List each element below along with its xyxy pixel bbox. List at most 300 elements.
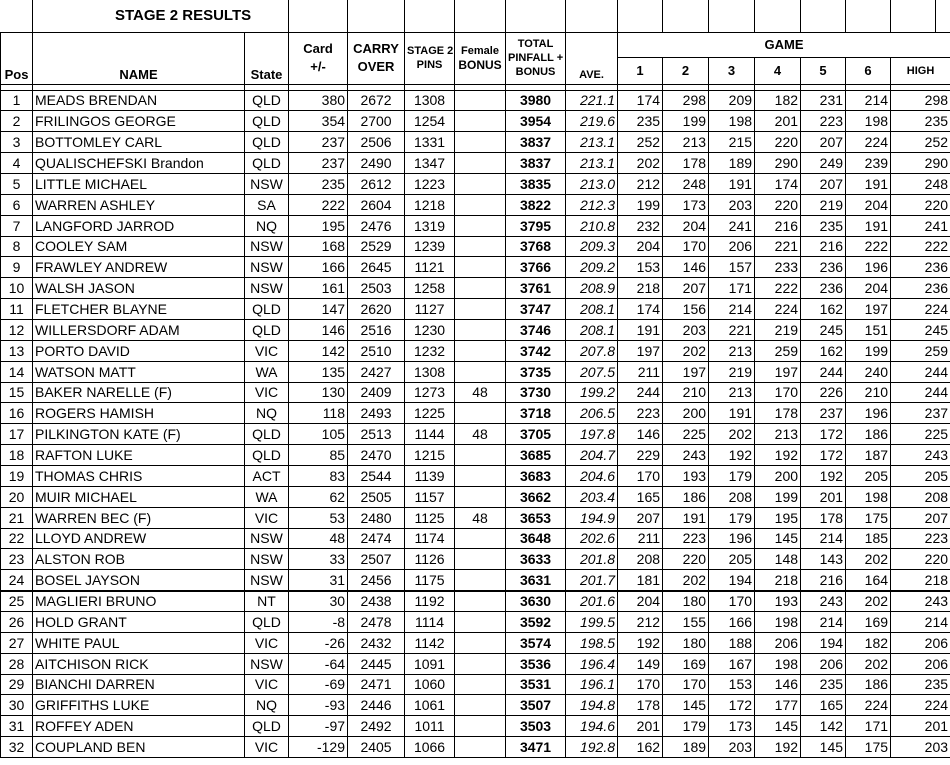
cell-g3: 172 (709, 695, 755, 716)
cell-g5: 243 (801, 591, 846, 612)
cell-high: 201 (891, 716, 950, 737)
cell-g3: 194 (709, 570, 755, 591)
cell-g4: 178 (755, 403, 801, 424)
cell-high: 203 (891, 737, 950, 758)
cell-state: VIC (245, 340, 289, 361)
cell-bonus (455, 111, 506, 132)
cell-g6: 214 (846, 90, 891, 111)
cell-total: 3795 (506, 215, 566, 236)
header-game-3: 3 (709, 57, 755, 84)
cell-g2: 170 (663, 674, 709, 695)
cell-carry: 2672 (348, 90, 405, 111)
cell-ave: 198.5 (566, 632, 618, 653)
cell-card: 222 (289, 194, 348, 215)
table-header (1, 0, 950, 90)
cell-g1: 212 (618, 611, 663, 632)
cell-pos: 21 (1, 507, 33, 528)
cell-name: PORTO DAVID (33, 340, 245, 361)
cell-g6: 185 (846, 528, 891, 549)
cell-g4: 259 (755, 340, 801, 361)
cell-ave: 199.2 (566, 382, 618, 403)
cell-card: 48 (289, 528, 348, 549)
cell-g3: 171 (709, 278, 755, 299)
cell-ave: 213.1 (566, 132, 618, 153)
cell-pos: 1 (1, 90, 33, 111)
cell-carry: 2480 (348, 507, 405, 528)
cell-name: BOTTOMLEY CARL (33, 132, 245, 153)
cell-g4: 195 (755, 507, 801, 528)
cell-g4: 213 (755, 424, 801, 445)
cell-g1: 199 (618, 194, 663, 215)
cell-bonus (455, 257, 506, 278)
cell-state: QLD (245, 153, 289, 174)
cell-high: 223 (891, 528, 950, 549)
table-row (1, 528, 950, 549)
cell-total: 3954 (506, 111, 566, 132)
cell-g6: 187 (846, 445, 891, 466)
cell-ave: 208.9 (566, 278, 618, 299)
cell-g6: 191 (846, 173, 891, 194)
cell-state: QLD (245, 90, 289, 111)
cell-pos: 2 (1, 111, 33, 132)
cell-bonus (455, 445, 506, 466)
cell-card: -129 (289, 737, 348, 758)
cell-bonus: 48 (455, 424, 506, 445)
cell-g2: 243 (663, 445, 709, 466)
cell-g3: 192 (709, 445, 755, 466)
cell-g3: 214 (709, 299, 755, 320)
cell-g2: 199 (663, 111, 709, 132)
cell-g5: 236 (801, 257, 846, 278)
cell-bonus: 48 (455, 507, 506, 528)
cell-total: 3683 (506, 465, 566, 486)
cell-name: AITCHISON RICK (33, 653, 245, 674)
cell-g2: 180 (663, 591, 709, 612)
cell-g1: 162 (618, 737, 663, 758)
cell-total: 3742 (506, 340, 566, 361)
cell-g3: 173 (709, 716, 755, 737)
cell-card: 147 (289, 299, 348, 320)
table-row (1, 445, 950, 466)
cell-g3: 166 (709, 611, 755, 632)
cell-ave: 207.8 (566, 340, 618, 361)
cell-bonus (455, 695, 506, 716)
cell-bonus (455, 340, 506, 361)
table-row (1, 653, 950, 674)
cell-bonus (455, 653, 506, 674)
cell-carry: 2476 (348, 215, 405, 236)
cell-g5: 165 (801, 695, 846, 716)
cell-g6: 198 (846, 486, 891, 507)
cell-g1: 204 (618, 236, 663, 257)
cell-total: 3507 (506, 695, 566, 716)
cell-total: 3837 (506, 132, 566, 153)
cell-carry: 2513 (348, 424, 405, 445)
cell-pins: 1308 (405, 361, 455, 382)
cell-g2: 213 (663, 132, 709, 153)
cell-g2: 200 (663, 403, 709, 424)
cell-card: 195 (289, 215, 348, 236)
cell-pins: 1258 (405, 278, 455, 299)
table-row (1, 716, 950, 737)
cell-g3: 170 (709, 591, 755, 612)
cell-g2: 179 (663, 716, 709, 737)
cell-state: QLD (245, 111, 289, 132)
table-row (1, 632, 950, 653)
cell-card: 142 (289, 340, 348, 361)
cell-g4: 201 (755, 111, 801, 132)
cell-g5: 244 (801, 361, 846, 382)
cell-g4: 146 (755, 674, 801, 695)
cell-high: 259 (891, 340, 950, 361)
cell-name: BIANCHI DARREN (33, 674, 245, 695)
cell-g4: 220 (755, 194, 801, 215)
cell-card: 130 (289, 382, 348, 403)
cell-card: 354 (289, 111, 348, 132)
cell-pins: 1218 (405, 194, 455, 215)
cell-ave: 213.0 (566, 173, 618, 194)
cell-g4: 193 (755, 591, 801, 612)
cell-pos: 18 (1, 445, 33, 466)
cell-ave: 194.6 (566, 716, 618, 737)
cell-g4: 145 (755, 528, 801, 549)
cell-g1: 165 (618, 486, 663, 507)
header-carry-line1: CARRY (353, 41, 399, 56)
header-stage2-line1: STAGE 2 (407, 45, 454, 57)
cell-high: 236 (891, 257, 950, 278)
cell-g2: 225 (663, 424, 709, 445)
cell-total: 3735 (506, 361, 566, 382)
header-carry-over (348, 32, 405, 84)
cell-carry: 2645 (348, 257, 405, 278)
cell-bonus (455, 528, 506, 549)
cell-total: 3536 (506, 653, 566, 674)
cell-g4: 218 (755, 570, 801, 591)
cell-name: FRAWLEY ANDREW (33, 257, 245, 278)
cell-state: QLD (245, 611, 289, 632)
cell-carry: 2405 (348, 737, 405, 758)
cell-ave: 213.1 (566, 153, 618, 174)
header-name: NAME (33, 32, 245, 84)
cell-pins: 1142 (405, 632, 455, 653)
cell-g2: 193 (663, 465, 709, 486)
cell-name: GRIFFITHS LUKE (33, 695, 245, 716)
cell-pins: 1060 (405, 674, 455, 695)
cell-g5: 216 (801, 570, 846, 591)
cell-name: BOSEL JAYSON (33, 570, 245, 591)
cell-g2: 204 (663, 215, 709, 236)
cell-g4: 145 (755, 716, 801, 737)
cell-pos: 32 (1, 737, 33, 758)
cell-g6: 239 (846, 153, 891, 174)
table-row (1, 361, 950, 382)
cell-total: 3718 (506, 403, 566, 424)
cell-pos: 5 (1, 173, 33, 194)
header-carry-line2: OVER (357, 59, 395, 74)
header-row-1 (1, 32, 950, 57)
cell-pins: 1232 (405, 340, 455, 361)
table-row (1, 194, 950, 215)
cell-bonus (455, 173, 506, 194)
cell-g5: 206 (801, 653, 846, 674)
cell-bonus (455, 361, 506, 382)
cell-g5: 207 (801, 132, 846, 153)
table-row (1, 153, 950, 174)
cell-high: 243 (891, 445, 950, 466)
header-stage2-pins (405, 32, 455, 84)
header-total-line2: PINFALL + (508, 52, 564, 64)
cell-pos: 8 (1, 236, 33, 257)
cell-state: VIC (245, 674, 289, 695)
cell-pos: 4 (1, 153, 33, 174)
cell-g2: 203 (663, 319, 709, 340)
table-row (1, 507, 950, 528)
cell-ave: 219.6 (566, 111, 618, 132)
cell-pos: 20 (1, 486, 33, 507)
cell-g3: 167 (709, 653, 755, 674)
header-card (289, 32, 348, 84)
cell-g2: 202 (663, 340, 709, 361)
cell-ave: 209.2 (566, 257, 618, 278)
cell-g5: 172 (801, 445, 846, 466)
cell-g1: 211 (618, 361, 663, 382)
cell-g2: 170 (663, 236, 709, 257)
table-row (1, 173, 950, 194)
cell-g2: 178 (663, 153, 709, 174)
cell-high: 298 (891, 90, 950, 111)
cell-card: 146 (289, 319, 348, 340)
cell-card: 235 (289, 173, 348, 194)
cell-g3: 196 (709, 528, 755, 549)
cell-pos: 19 (1, 465, 33, 486)
cell-high: 237 (891, 403, 950, 424)
cell-g2: 146 (663, 257, 709, 278)
cell-ave: 192.8 (566, 737, 618, 758)
cell-g5: 214 (801, 611, 846, 632)
cell-state: NSW (245, 570, 289, 591)
page-title: STAGE 2 RESULTS (33, 0, 289, 32)
cell-pins: 1239 (405, 236, 455, 257)
table-row (1, 257, 950, 278)
header-female-line1: Female (461, 45, 499, 57)
cell-state: NSW (245, 653, 289, 674)
cell-card: 30 (289, 591, 348, 612)
cell-pins: 1192 (405, 591, 455, 612)
cell-g3: 206 (709, 236, 755, 257)
cell-pins: 1308 (405, 90, 455, 111)
cell-g5: 162 (801, 299, 846, 320)
cell-name: ALSTON ROB (33, 549, 245, 570)
cell-state: ACT (245, 465, 289, 486)
cell-total: 3574 (506, 632, 566, 653)
header-game-4: 4 (755, 57, 801, 84)
cell-bonus (455, 591, 506, 612)
cell-ave: 203.4 (566, 486, 618, 507)
cell-pos: 16 (1, 403, 33, 424)
cell-g6: 204 (846, 278, 891, 299)
cell-g1: 244 (618, 382, 663, 403)
cell-g6: 186 (846, 674, 891, 695)
cell-g2: 220 (663, 549, 709, 570)
cell-carry: 2471 (348, 674, 405, 695)
cell-pins: 1223 (405, 173, 455, 194)
header-game-1: 1 (618, 57, 663, 84)
cell-g1: 207 (618, 507, 663, 528)
cell-g4: 219 (755, 319, 801, 340)
cell-name: WILLERSDORF ADAM (33, 319, 245, 340)
cell-name: FRILINGOS GEORGE (33, 111, 245, 132)
cell-g5: 178 (801, 507, 846, 528)
cell-total: 3768 (506, 236, 566, 257)
cell-g3: 202 (709, 424, 755, 445)
cell-bonus (455, 486, 506, 507)
cell-carry: 2478 (348, 611, 405, 632)
cell-state: QLD (245, 424, 289, 445)
cell-state: NQ (245, 403, 289, 424)
header-female-line2: BONUS (458, 58, 502, 72)
cell-g1: 149 (618, 653, 663, 674)
cell-g5: 145 (801, 737, 846, 758)
cell-high: 208 (891, 486, 950, 507)
cell-bonus (455, 611, 506, 632)
table-row (1, 278, 950, 299)
cell-g4: 198 (755, 611, 801, 632)
cell-g5: 142 (801, 716, 846, 737)
cell-pins: 1127 (405, 299, 455, 320)
cell-carry: 2409 (348, 382, 405, 403)
cell-high: 220 (891, 194, 950, 215)
cell-g1: 170 (618, 465, 663, 486)
cell-carry: 2445 (348, 653, 405, 674)
cell-bonus (455, 737, 506, 758)
header-card-line1: Card (303, 41, 333, 56)
header-card-line2: +/- (310, 59, 326, 74)
cell-g2: 173 (663, 194, 709, 215)
cell-total: 3705 (506, 424, 566, 445)
table-row (1, 486, 950, 507)
cell-g3: 198 (709, 111, 755, 132)
table-row (1, 570, 950, 591)
cell-name: ROFFEY ADEN (33, 716, 245, 737)
cell-g6: 205 (846, 465, 891, 486)
cell-g1: 218 (618, 278, 663, 299)
cell-ave: 204.7 (566, 445, 618, 466)
cell-state: NSW (245, 549, 289, 570)
cell-total: 3766 (506, 257, 566, 278)
cell-pos: 31 (1, 716, 33, 737)
cell-ave: 212.3 (566, 194, 618, 215)
cell-g2: 186 (663, 486, 709, 507)
cell-bonus (455, 403, 506, 424)
header-total-line3: BONUS (515, 66, 556, 78)
cell-total: 3648 (506, 528, 566, 549)
cell-state: QLD (245, 319, 289, 340)
cell-ave: 221.1 (566, 90, 618, 111)
cell-card: -69 (289, 674, 348, 695)
cell-g4: 198 (755, 653, 801, 674)
cell-g3: 191 (709, 173, 755, 194)
cell-card: -8 (289, 611, 348, 632)
cell-g6: 240 (846, 361, 891, 382)
cell-name: WATSON MATT (33, 361, 245, 382)
header-game-2: 2 (663, 57, 709, 84)
cell-pos: 23 (1, 549, 33, 570)
header-game-5: 5 (801, 57, 846, 84)
cell-pins: 1254 (405, 111, 455, 132)
table-row (1, 299, 950, 320)
cell-g6: 224 (846, 132, 891, 153)
cell-g6: 182 (846, 632, 891, 653)
cell-ave: 201.8 (566, 549, 618, 570)
table-row (1, 382, 950, 403)
cell-total: 3633 (506, 549, 566, 570)
cell-name: FLETCHER BLAYNE (33, 299, 245, 320)
cell-ave: 196.4 (566, 653, 618, 674)
cell-g1: 229 (618, 445, 663, 466)
table-row (1, 695, 950, 716)
cell-total: 3747 (506, 299, 566, 320)
cell-g5: 219 (801, 194, 846, 215)
cell-high: 224 (891, 299, 950, 320)
cell-g6: 171 (846, 716, 891, 737)
cell-g6: 210 (846, 382, 891, 403)
cell-pos: 26 (1, 611, 33, 632)
cell-card: 161 (289, 278, 348, 299)
cell-card: -64 (289, 653, 348, 674)
cell-high: 205 (891, 465, 950, 486)
cell-carry: 2510 (348, 340, 405, 361)
cell-pos: 13 (1, 340, 33, 361)
cell-g2: 223 (663, 528, 709, 549)
cell-high: 206 (891, 653, 950, 674)
cell-state: WA (245, 486, 289, 507)
cell-g6: 196 (846, 403, 891, 424)
cell-total: 3630 (506, 591, 566, 612)
cell-state: QLD (245, 716, 289, 737)
cell-card: -26 (289, 632, 348, 653)
cell-state: NQ (245, 695, 289, 716)
cell-g4: 182 (755, 90, 801, 111)
cell-name: WHITE PAUL (33, 632, 245, 653)
cell-pins: 1139 (405, 465, 455, 486)
cell-high: 236 (891, 278, 950, 299)
cell-g1: 202 (618, 153, 663, 174)
header-total (506, 32, 566, 84)
cell-pos: 6 (1, 194, 33, 215)
cell-carry: 2612 (348, 173, 405, 194)
cell-bonus (455, 153, 506, 174)
cell-state: QLD (245, 299, 289, 320)
cell-g3: 213 (709, 382, 755, 403)
cell-name: WALSH JASON (33, 278, 245, 299)
cell-pos: 28 (1, 653, 33, 674)
header-state: State (245, 32, 289, 84)
header-high: HIGH (891, 57, 950, 84)
cell-carry: 2507 (348, 549, 405, 570)
table-row (1, 215, 950, 236)
table-row (1, 737, 950, 758)
cell-ave: 210.8 (566, 215, 618, 236)
cell-state: WA (245, 361, 289, 382)
cell-g2: 298 (663, 90, 709, 111)
cell-total: 3837 (506, 153, 566, 174)
cell-ave: 207.5 (566, 361, 618, 382)
cell-g4: 224 (755, 299, 801, 320)
cell-total: 3592 (506, 611, 566, 632)
table-row (1, 424, 950, 445)
cell-g3: 179 (709, 507, 755, 528)
title-row (1, 0, 950, 32)
